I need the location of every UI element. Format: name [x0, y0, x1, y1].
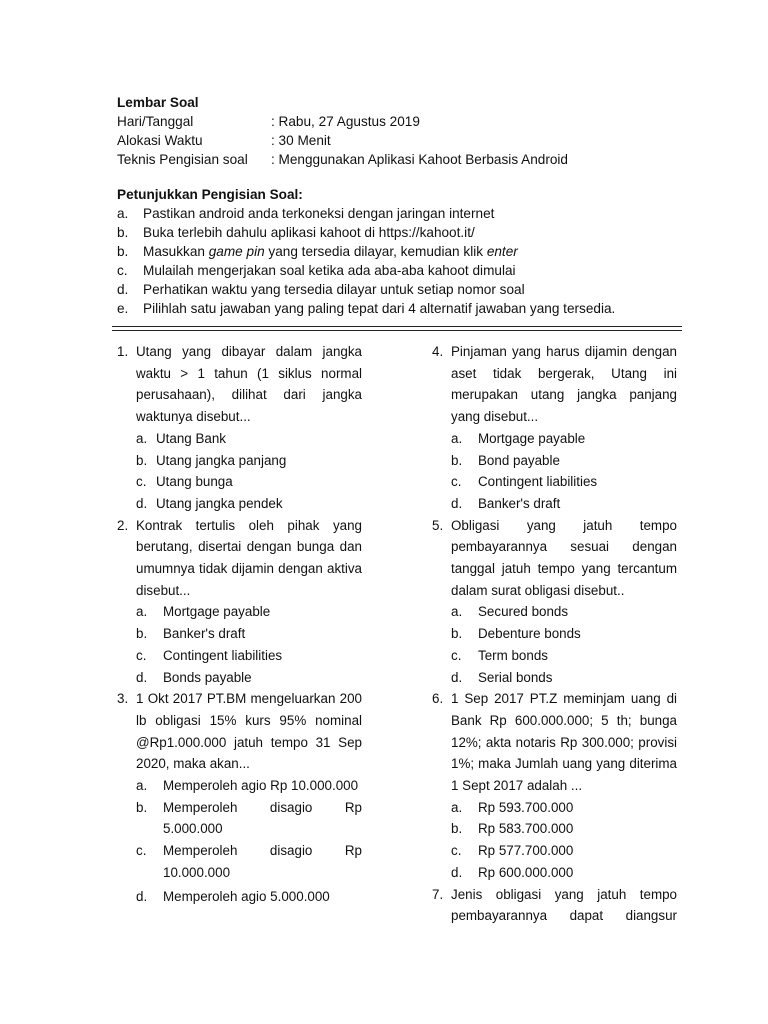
instruction-letter: d. [117, 282, 129, 297]
option-letter: b. [136, 799, 148, 815]
option-text: Utang jangka panjang [156, 452, 287, 468]
meta-label: Alokasi Waktu [117, 133, 203, 148]
instruction-item [117, 242, 687, 261]
option-letter: b. [451, 626, 463, 642]
answer-option [451, 818, 677, 840]
option-text: Rp 593.700.000 [478, 799, 574, 815]
question-text: Utang yang dibayar dalam jangka waktu > 1 tahun (1 siklus normal perusahaan), dilihat dari jangka waktunya disebut... [136, 344, 362, 425]
option-text: Utang jangka pendek [156, 495, 283, 511]
option-letter: d. [136, 669, 148, 685]
question-text: Obligasi yang jatuh tempo pembayarannya sesuai dengan tanggal jatuh tempo yang tercantum dalam surat obligasi disebut.. [451, 517, 677, 598]
option-letter: a. [451, 430, 463, 446]
instruction-text: Buka terlebih dahulu aplikasi kahoot di https://kahoot.it/ [143, 225, 475, 240]
answer-option [136, 471, 362, 493]
meta-value: : Rabu, 27 Agustus 2019 [271, 114, 420, 129]
instruction-text: Masukkan game pin yang tersedia dilayar, kemudian klik enter [143, 244, 518, 259]
question-item [117, 341, 362, 515]
instruction-item [117, 204, 687, 223]
option-text: Contingent liabilities [478, 474, 598, 490]
option-text: Banker's draft [163, 626, 246, 642]
option-text: Term bonds [478, 647, 548, 663]
answer-option [136, 797, 362, 840]
option-letter: c. [451, 843, 462, 859]
option-text: Debenture bonds [478, 626, 581, 642]
instructions-title: Petunjukkan Pengisian Soal: [117, 187, 303, 202]
question-number: 1. [117, 344, 129, 359]
answer-option [136, 623, 362, 645]
option-letter: b. [136, 452, 148, 468]
meta-value: : Menggunakan Aplikasi Kahoot Berbasis Android [271, 152, 568, 167]
answer-option [451, 428, 677, 450]
instruction-item [117, 261, 687, 280]
answer-option [136, 645, 362, 667]
option-letter: a. [136, 778, 148, 794]
answer-option [136, 450, 362, 472]
option-text: Rp 577.700.000 [478, 843, 574, 859]
option-letter: d. [136, 495, 148, 511]
option-text: Serial bonds [478, 669, 553, 685]
answer-option [136, 428, 362, 450]
option-text: Rp 583.700.000 [478, 821, 574, 837]
meta-label: Hari/Tanggal [117, 114, 194, 129]
option-text: Utang bunga [156, 474, 233, 490]
meta-label: Teknis Pengisian soal [117, 152, 248, 167]
option-letter: c. [136, 647, 147, 663]
answer-option [451, 450, 677, 472]
question-number: 6. [432, 691, 444, 707]
option-text: Memperoleh disagio Rp 10.000.000 [163, 843, 362, 880]
questions-column-left [117, 341, 362, 907]
option-text: Bonds payable [163, 669, 252, 685]
option-letter: b. [451, 821, 463, 837]
page-title: Lembar Soal [117, 95, 199, 110]
option-letter: a. [451, 604, 463, 620]
option-text: Secured bonds [478, 604, 569, 620]
question-item [432, 688, 677, 883]
option-letter: b. [136, 626, 148, 642]
answer-option [136, 840, 362, 883]
instruction-item [117, 223, 687, 242]
question-item [117, 688, 362, 907]
option-text: Memperoleh disagio Rp 5.000.000 [163, 799, 362, 837]
option-letter: c. [136, 474, 147, 490]
question-text: 1 Sep 2017 PT.Z meminjam uang di Bank Rp 600.000.000; 5 th; bunga 12%; akta notaris Rp 300.000; provisi 1%; maka Jumlah uang yang diterima 1 Sept 2017 adalah ... [451, 691, 677, 794]
meta-row-date [117, 112, 687, 131]
option-text: Bond payable [478, 452, 560, 468]
instruction-text: Mulailah mengerjakan soal ketika ada aba-aba kahoot dimulai [143, 263, 516, 278]
option-letter: a. [136, 430, 148, 446]
option-letter: b. [451, 452, 463, 468]
question-text: Jenis obligasi yang jatuh tempo pembayarannya dapat diangsur [451, 886, 677, 924]
meta-row-technique [117, 150, 687, 169]
option-text: Mortgage payable [163, 604, 271, 620]
option-text: Memperoleh agio 5.000.000 [163, 888, 330, 904]
option-text: Rp 600.000.000 [478, 864, 574, 880]
question-number: 4. [432, 344, 444, 359]
instruction-item [117, 280, 687, 299]
question-number: 3. [117, 691, 129, 707]
option-letter: d. [136, 888, 148, 904]
instruction-letter: a. [117, 206, 129, 221]
option-letter: c. [136, 843, 147, 859]
answer-option [451, 601, 677, 623]
question-text: Kontrak tertulis oleh pihak yang berutang, disertai dengan bunga dan umumnya tidak dijamin dengan aktiva disebut... [136, 517, 362, 598]
option-text: Contingent liabilities [163, 647, 283, 663]
option-letter: a. [136, 604, 148, 620]
answer-option [451, 471, 677, 493]
instruction-text: Pastikan android anda terkoneksi dengan jaringan internet [143, 206, 495, 221]
answer-option [451, 623, 677, 645]
question-number: 2. [117, 517, 129, 533]
option-text: Banker's draft [478, 495, 561, 511]
question-number: 7. [432, 886, 444, 902]
option-text: Memperoleh agio Rp 10.000.000 [163, 778, 359, 794]
meta-value: : 30 Menit [271, 133, 331, 148]
question-text: 1 Okt 2017 PT.BM mengeluarkan 200 lb obligasi 15% kurs 95% nominal @Rp1.000.000 jatuh tempo 31 Sep 2020, maka akan... [136, 691, 362, 772]
answer-option [136, 667, 362, 689]
instruction-letter: e. [117, 301, 129, 316]
option-letter: c. [451, 647, 462, 663]
option-letter: d. [451, 495, 463, 511]
option-letter: c. [451, 474, 462, 490]
answer-option [451, 797, 677, 819]
instruction-letter: b. [117, 225, 129, 240]
option-letter: d. [451, 864, 463, 880]
answer-option [136, 601, 362, 623]
instruction-letter: b. [117, 244, 129, 259]
question-text: Pinjaman yang harus dijamin dengan aset tidak bergerak, Utang ini merupakan utang jangka panjang yang disebut... [451, 344, 677, 425]
instruction-text: Perhatikan waktu yang tersedia dilayar untuk setiap nomor soal [143, 282, 525, 297]
option-letter: a. [451, 799, 463, 815]
question-number: 5. [432, 517, 444, 533]
meta-row-time [117, 131, 687, 150]
answer-option [451, 493, 677, 515]
option-text: Mortgage payable [478, 430, 586, 446]
answer-option [451, 645, 677, 667]
instruction-letter: c. [117, 263, 128, 278]
header-block [117, 93, 687, 318]
option-text: Utang Bank [156, 430, 226, 446]
answer-option [136, 886, 362, 908]
question-item [117, 515, 362, 689]
answer-option [451, 667, 677, 689]
answer-option [451, 862, 677, 884]
option-letter: d. [451, 669, 463, 685]
question-item [432, 515, 677, 689]
question-item [432, 341, 677, 515]
double-divider [112, 326, 682, 331]
answer-option [451, 840, 677, 862]
questions-column-right [432, 341, 677, 927]
answer-option [136, 493, 362, 515]
instruction-text: Pilihlah satu jawaban yang paling tepat dari 4 alternatif jawaban yang tersedia. [143, 301, 616, 316]
instruction-item [117, 299, 687, 318]
question-item [432, 884, 677, 927]
answer-option [136, 775, 362, 797]
